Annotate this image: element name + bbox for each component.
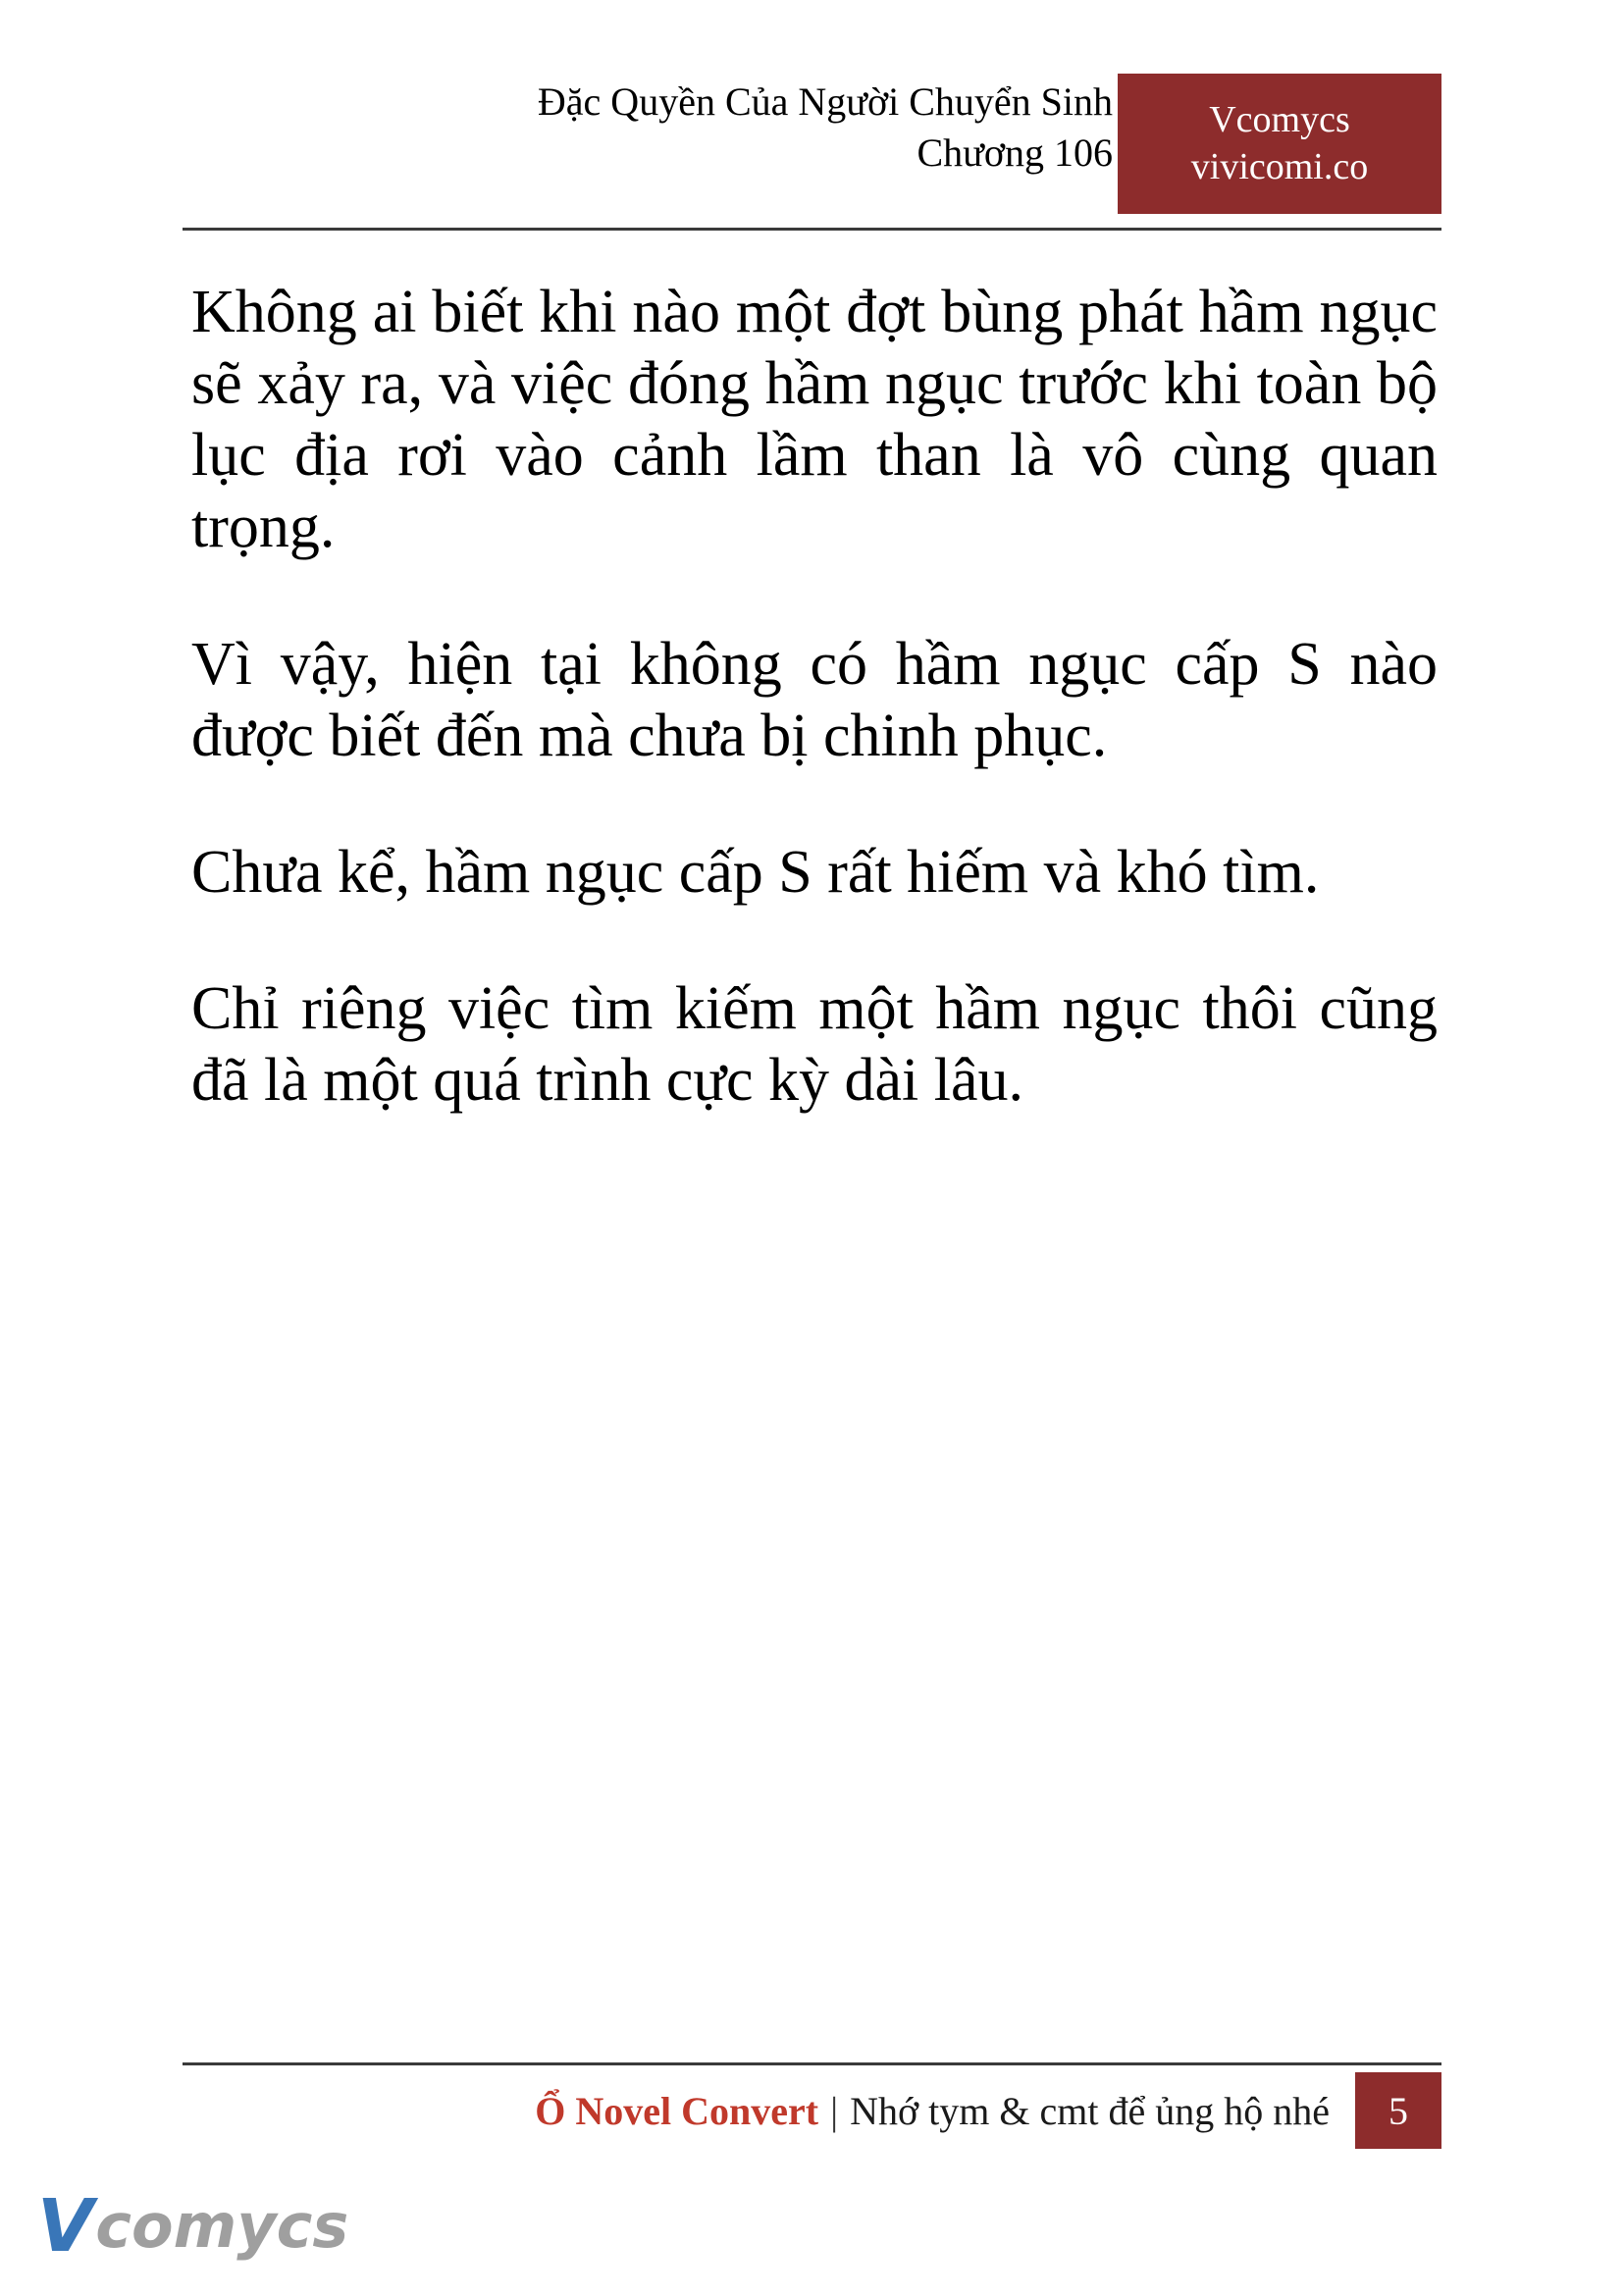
footer-inner [535, 2072, 1441, 2149]
paragraph: Không ai biết khi nào một đợt bùng phát hầm ngục sẽ xảy ra, và việc đóng hầm ngục trước khi toàn bộ lục địa rơi vào cảnh lầm than là vô cùng quan trọng. [191, 279, 1438, 561]
page-footer [183, 2072, 1441, 2149]
page-header [183, 77, 1441, 224]
paragraph: Chưa kể, hầm ngục cấp S rất hiếm và khó tìm. [191, 838, 1320, 906]
footer-brand: Ổ Novel Convert [535, 2088, 819, 2133]
site-badge-url: vivicomi.co [1190, 145, 1369, 187]
page-content [191, 277, 1438, 1117]
footer-separator: | [830, 2088, 839, 2133]
footer-divider [183, 2062, 1441, 2065]
site-badge [1118, 74, 1441, 214]
paragraph: Vì vậy, hiện tại không có hầm ngục cấp S nào được biết đến mà chưa bị chinh phục. [191, 630, 1438, 769]
watermark-v-letter: V [37, 2184, 94, 2269]
watermark-text: comycs [95, 2190, 349, 2262]
header-divider [183, 228, 1441, 231]
vcomycs-watermark-logo [37, 2181, 348, 2271]
site-badge-name: Vcomycs [1209, 99, 1350, 140]
book-title: Đặc Quyền Của Người Chuyển Sinh [537, 79, 1113, 124]
page-number-badge: 5 [1355, 2072, 1441, 2149]
paragraph: Chỉ riêng việc tìm kiếm một hầm ngục thôi cũng đã là một quá trình cực kỳ dài lâu. [191, 975, 1438, 1115]
footer-note: Nhớ tym & cmt để ủng hộ nhé [850, 2088, 1330, 2133]
header-title-block [538, 77, 1113, 179]
chapter-label: Chương 106 [917, 130, 1113, 175]
